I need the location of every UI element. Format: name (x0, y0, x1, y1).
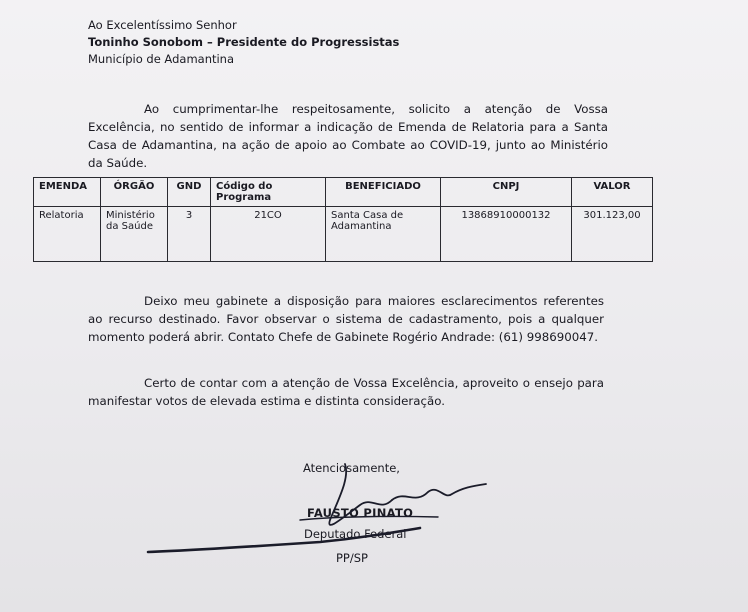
header-beneficiado: BENEFICIADO (326, 178, 441, 207)
header-gnd: GND (168, 178, 211, 207)
cell-emenda: Relatoria (34, 207, 101, 262)
closing-paragraph: Certo de contar com a atenção de Vossa Excelência, aproveito o ensejo para manifestar votos de elevada estima e distinta consideração. (88, 376, 604, 408)
header-orgao: ÓRGÃO (101, 178, 168, 207)
header-valor: VALOR (572, 178, 653, 207)
table-row (34, 207, 653, 262)
addressee-block (88, 17, 399, 68)
signature-closing: Atenciosamente, (303, 461, 400, 475)
availability-paragraph: Deixo meu gabinete a disposição para maiores esclarecimentos referentes ao recurso destinado. Favor observar o sistema de cadastramento, pois a qualquer momento poderá abrir. Contato Chefe de Gabinete Rogério Andrade: (61) 998690047. (88, 294, 604, 344)
header-emenda: EMENDA (34, 178, 101, 207)
cell-valor: 301.123,00 (572, 207, 653, 262)
cell-codigo: 21CO (211, 207, 326, 262)
cell-gnd: 3 (168, 207, 211, 262)
signer-party: PP/SP (336, 551, 368, 565)
amendment-table (33, 177, 653, 262)
signer-name: FAUSTO PINATO (307, 506, 414, 520)
cell-beneficiado: Santa Casa de Adamantina (326, 207, 441, 262)
addressee-name: Toninho Sonobom – Presidente do Progressistas (88, 35, 400, 49)
cell-cnpj: 13868910000132 (441, 207, 572, 262)
cell-orgao: Ministério da Saúde (101, 207, 168, 262)
addressee-municipality: Município de Adamantina (88, 52, 235, 66)
addressee-salutation: Ao Excelentíssimo Senhor (88, 18, 237, 32)
header-cnpj: CNPJ (441, 178, 572, 207)
header-codigo: Código do Programa (211, 178, 326, 207)
table-header-row (34, 178, 653, 207)
request-paragraph: Ao cumprimentar-lhe respeitosamente, solicito a atenção de Vossa Excelência, no sentido de informar a indicação de Emenda de Relatoria para a Santa Casa de Adamantina, na ação de apoio ao Combate ao COVID-19, junto ao Ministério da Saúde. (88, 102, 608, 170)
signer-role: Deputado Federal (304, 527, 407, 541)
